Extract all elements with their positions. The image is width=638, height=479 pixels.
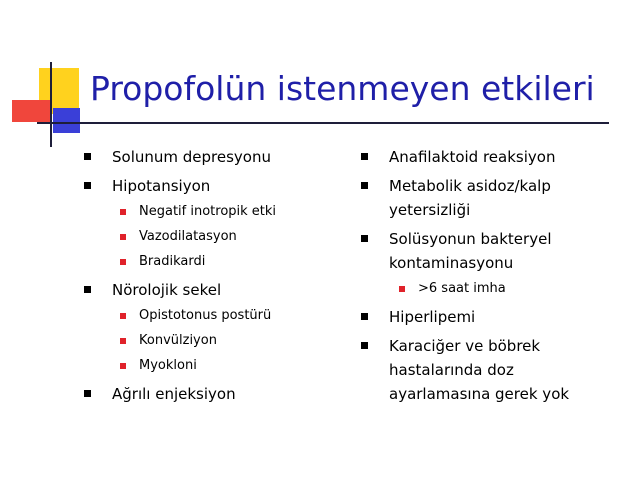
- sub-list-item: [84, 307, 354, 325]
- list-item-text: Hiperlipemi: [389, 308, 476, 326]
- square-bullet-icon: [84, 153, 91, 160]
- red-square-bullet-icon: [120, 234, 126, 240]
- red-square-bullet-icon: [399, 286, 405, 292]
- list-item: [361, 227, 631, 275]
- list-item-text-line: Karaciğer ve böbrek: [389, 337, 541, 355]
- list-item-text: Solunum depresyonu: [112, 148, 271, 166]
- list-item-text-line: Metabolik asidoz/kalp: [389, 177, 551, 195]
- square-bullet-icon: [361, 235, 368, 242]
- decor-blue-square: [53, 108, 80, 133]
- sub-list-item-text: Myokloni: [139, 358, 197, 373]
- sub-list-item-text: Negatif inotropik etki: [139, 204, 277, 219]
- square-bullet-icon: [361, 313, 368, 320]
- square-bullet-icon: [361, 153, 368, 160]
- sub-list-item-text: >6 saat imha: [418, 281, 506, 296]
- square-bullet-icon: [361, 182, 368, 189]
- list-item: [84, 145, 354, 169]
- sub-list-item: [361, 280, 631, 298]
- list-item-text-line: yetersizliği: [389, 201, 471, 219]
- red-square-bullet-icon: [120, 209, 126, 215]
- sub-list-item: [84, 228, 354, 246]
- list-item: [361, 145, 631, 169]
- list-item-text: Ağrılı enjeksiyon: [112, 385, 236, 403]
- decor-red-square: [12, 100, 50, 122]
- decor-vertical-line: [50, 62, 52, 147]
- list-item: [361, 174, 631, 222]
- sub-list-item-text: Opistotonus postürü: [139, 308, 272, 323]
- list-item-text-line: Solüsyonun bakteryel: [389, 230, 552, 248]
- right-column: [361, 145, 631, 411]
- list-item-text: Hipotansiyon: [112, 177, 211, 195]
- sub-list-item: [84, 357, 354, 375]
- list-item-text-line: kontaminasyonu: [389, 254, 514, 272]
- sub-list-item: [84, 332, 354, 350]
- list-item-text: Anafilaktoid reaksiyon: [389, 148, 556, 166]
- title-underline: [37, 122, 609, 124]
- red-square-bullet-icon: [120, 259, 126, 265]
- list-item: [84, 174, 354, 198]
- slide-title: Propofolün istenmeyen etkileri: [90, 69, 595, 108]
- list-item: [84, 382, 354, 406]
- square-bullet-icon: [84, 390, 91, 397]
- square-bullet-icon: [361, 342, 368, 349]
- list-item: [84, 278, 354, 302]
- square-bullet-icon: [84, 182, 91, 189]
- square-bullet-icon: [84, 286, 91, 293]
- list-item-text-line: hastalarında doz: [389, 361, 514, 379]
- sub-list-item-text: Vazodilatasyon: [139, 229, 237, 244]
- red-square-bullet-icon: [120, 363, 126, 369]
- list-item: [361, 305, 631, 329]
- red-square-bullet-icon: [120, 313, 126, 319]
- sub-list-item: [84, 253, 354, 271]
- list-item-text: Nörolojik sekel: [112, 281, 222, 299]
- sub-list-item: [84, 203, 354, 221]
- sub-list-item-text: Konvülziyon: [139, 333, 217, 348]
- red-square-bullet-icon: [120, 338, 126, 344]
- sub-list-item-text: Bradikardi: [139, 254, 206, 269]
- list-item-text-line: ayarlamasına gerek yok: [389, 385, 570, 403]
- list-item: [361, 334, 631, 406]
- left-column: [84, 145, 354, 411]
